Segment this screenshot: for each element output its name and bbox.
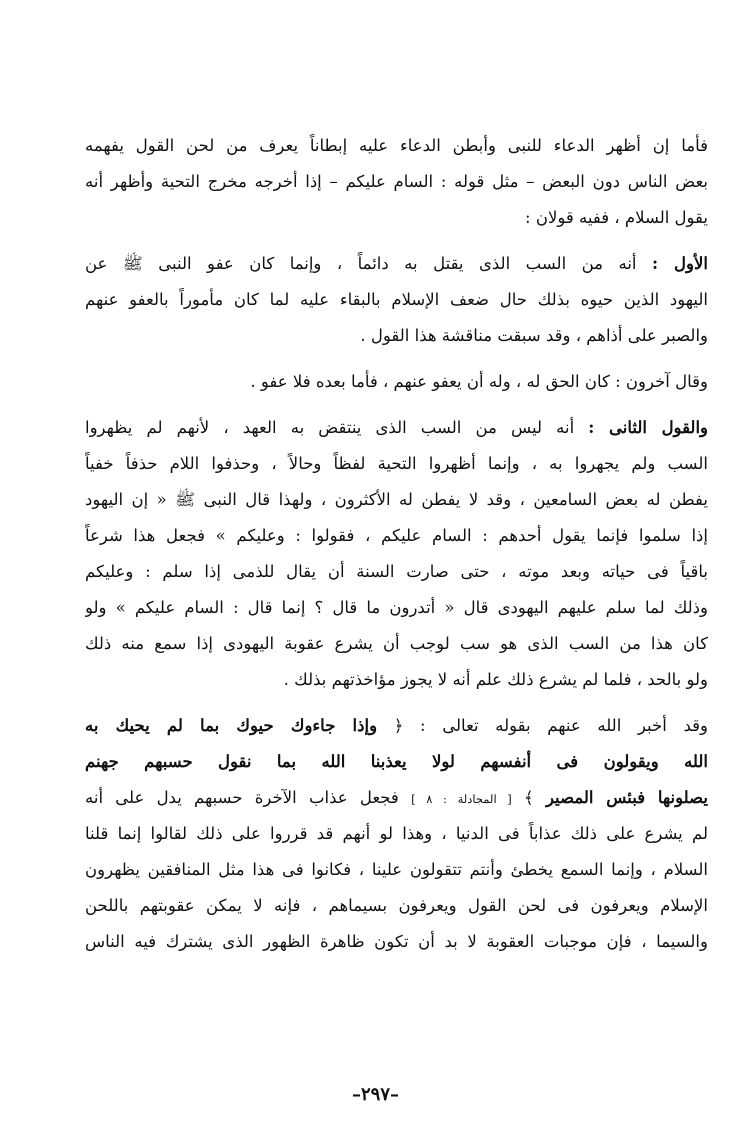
text-line [85,282,708,318]
bold-text: الله ويقولون فى أنفسهم لولا يعذبنا الله بما نقول حسبهم جهنم [85,752,708,771]
text-line [85,924,708,960]
line-text: وقال آخرون : كان الحق له ، وله أن يعفو عنهم ، فأما بعده فلا عفو . [250,372,708,391]
page-body [85,128,708,960]
text-line [85,318,708,354]
line-text: وذلك لما سلم عليهم اليهودى قال « أتدرون ما قال ؟ إنما قال : السام عليكم » ولو [85,598,708,617]
line-text: اليهود الذين حيوه بذلك حال ضعف الإسلام بالبقاء عليه لما كان مأموراً بالعفو عنهم [85,290,708,309]
paragraph [85,364,708,400]
page-number: –٢٩٧– [351,1084,399,1105]
line-text: كان هذا من السب الذى هو سب لوجب أن يشرع عقوبة اليهودى إذا سمع منه ذلك [85,634,708,653]
line-text: والسيما ، فإن موجبات العقوبة لا بد أن تكون ظاهرة الظهور الذى يشترك فيه الناس [85,932,708,951]
text-line [85,744,708,780]
paragraph [85,128,708,236]
bold-text: والقول الثانى : [588,418,708,437]
paragraph [85,708,708,960]
line-text: السلام ، وإنما السمع يخطئ وأنتم تتقولون علينا ، فكانوا فى هذا مثل المنافقين يظهرون [85,860,708,879]
text-line [85,128,708,164]
text-line [85,662,708,698]
line-text: فجعل عذاب الآخرة حسبهم يدل على أنه [85,788,412,807]
line-text: السب ولم يجهروا به ، وإنما أظهروا التحية لفظاً وحالاً ، وحذفوا اللام حذفاً خفياً [85,454,708,473]
paragraph-gap [85,698,708,708]
text-line [85,246,708,282]
paragraph-gap [85,354,708,364]
bold-text: وإذا جاءوك حيوك بما لم يحيك به [85,716,378,735]
text-line [85,554,708,590]
line-text: الإسلام ويعرفون فى لحن القول ويعرفون بسيماهم ، فإنه لا يمكن عقوبتهم باللحن [85,896,708,915]
line-text: أنه ليس من السب الذى ينتقض به العهد ، لأنهم لم يظهروا [85,418,589,437]
line-text: إذا سلموا فإنما يقول أحدهم : السام عليكم ، فقولوا : وعليكم » فجعل هذا شرعاً [85,526,708,545]
line-text: والصبر على أذاهم ، وقد سبقت مناقشة هذا القول . [360,326,708,345]
paragraph-gap [85,236,708,246]
text-line [85,410,708,446]
text-line [85,164,708,200]
bold-text: الأول : [651,254,708,273]
line-text: يفطن له بعض السامعين ، وقد لا يفطن له الأكثرون ، ولهذا قال النبى ﷺ « إن اليهود [85,490,708,509]
line-text: يقول السلام ، ففيه قولان : [525,208,708,227]
paragraph [85,410,708,698]
line-text: باقياً فى حياته وبعد موته ، حتى صارت السنة أن يقال للذمى إذا سلم : وعليكم [85,562,708,581]
text-line [85,816,708,852]
text-line [85,780,708,816]
text-line [85,200,708,236]
text-line [85,708,708,744]
line-text: وقد أخبر الله عنهم بقوله تعالى : ﴿ [377,716,708,735]
line-text: بعض الناس دون البعض – مثل قوله : السام عليكم – إذا أخرجه مخرج التحية وأظهر أنه [85,172,708,191]
line-text: ولو بالحد ، فلما لم يشرع ذلك علم أنه لا يجوز مؤاخذتهم بذلك . [283,670,708,689]
text-line [85,888,708,924]
line-text: ﴾ [511,788,546,807]
text-line [85,626,708,662]
bold-text: يصلونها فبئس المصير [545,788,708,807]
text-line [85,590,708,626]
text-line [85,852,708,888]
line-text: أنه من السب الذى يقتل به دائماً ، وإنما كان عفو النبى ﷺ عن [85,254,652,273]
text-line [85,446,708,482]
line-text: لم يشرع على ذلك عذاباً فى الدنيا ، وهذا لو أنهم قد قرروا على ذلك لقالوا إنما قلنا [85,824,708,843]
line-text: فأما إن أظهر الدعاء للنبى وأبطن الدعاء عليه إبطاناً يعرف من لحن القول يفهمه [85,136,708,155]
text-line [85,364,708,400]
paragraph [85,246,708,354]
text-line [85,518,708,554]
paragraph-gap [85,400,708,410]
text-line [85,482,708,518]
citation-text: [ المجادلة : ٨ ] [411,792,512,806]
